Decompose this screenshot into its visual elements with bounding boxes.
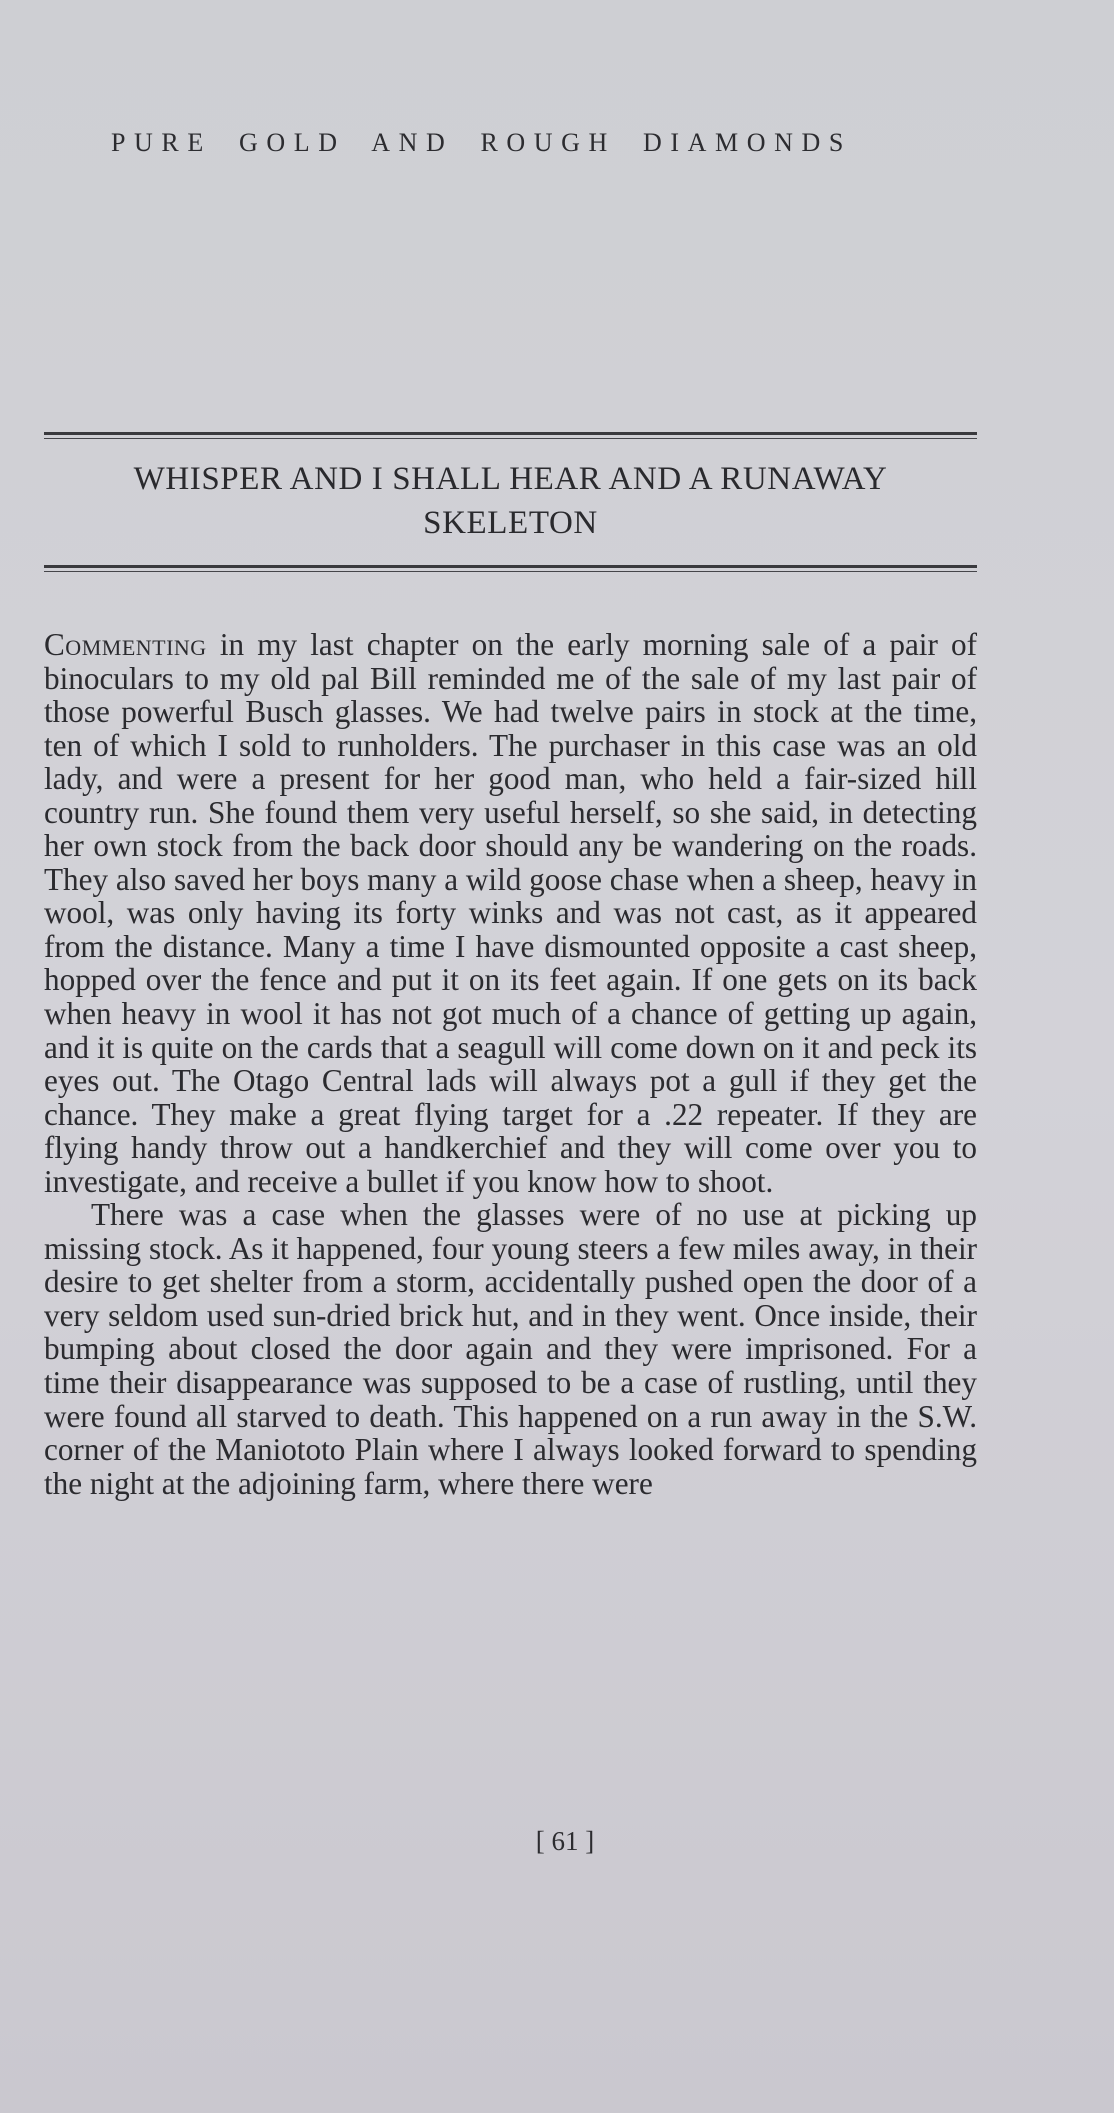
- paragraph-text: There was a case when the glasses were of no use at picking up missing stock. As it happened, four young steers a few miles away, in their desire to get shelter from a storm, accidentally pushed open the door of a very seldom used sun-dried brick hut, and in they went. Once inside, their bumping about closed the door again and they were imprisoned. For a time their disappearance was supposed to be a case of rustling, until they were found all starved to death. This happened on a run away in the S.W. corner of the Maniototo Plain where I always looked forward to spending the night at the adjoining farm, where there were: [44, 1197, 977, 1501]
- title-rule-top: [44, 432, 977, 439]
- paragraph-1: [44, 628, 977, 1198]
- rule-thick: [44, 432, 977, 435]
- running-head: PURE GOLD AND ROUGH DIAMONDS: [111, 128, 852, 157]
- page-number: [ 61 ]: [535, 1826, 595, 1856]
- rule-thick: [44, 565, 977, 568]
- rule-thin: [44, 438, 977, 439]
- title-rule-bottom: [44, 565, 977, 572]
- rule-thin: [44, 571, 977, 572]
- paragraph-2: [44, 1198, 977, 1500]
- body-text: [44, 628, 977, 1500]
- paragraph-text: in my last chapter on the early morning sale of a pair of binoculars to my old pal Bill reminded me of the sale of my last pair of those powerful Busch glasses. We had twelve pairs in stock at the time, ten of which I sold to runholders. The purchaser in this case was an old lady, and were a present for her good man, who held a fair-sized hill country run. She found them very useful herself, so she said, in detecting her own stock from the back door should any be wandering on the roads. They also saved her boys many a wild goose chase when a sheep, heavy in wool, was only having its forty winks and was not cast, as it appeared from the distance. Many a time I have dismounted opposite a cast sheep, hopped over the fence and put it on its feet again. If one gets on its back when heavy in wool it has not got much of a chance of getting up again, and it is quite on the cards that a seagull will come down on it and peck its eyes out. The Otago Central lads will always pot a gull if they get the chance. They make a great flying target for a .22 repeater. If they are flying handy throw out a handkerchief and they will come over you to investigate, and receive a bullet if you know how to shoot.: [44, 627, 977, 1199]
- paragraph-lead-word: Commenting: [44, 627, 207, 662]
- chapter-title: WHISPER AND I SHALL HEAR AND A RUNAWAY SKELETON: [133, 461, 888, 541]
